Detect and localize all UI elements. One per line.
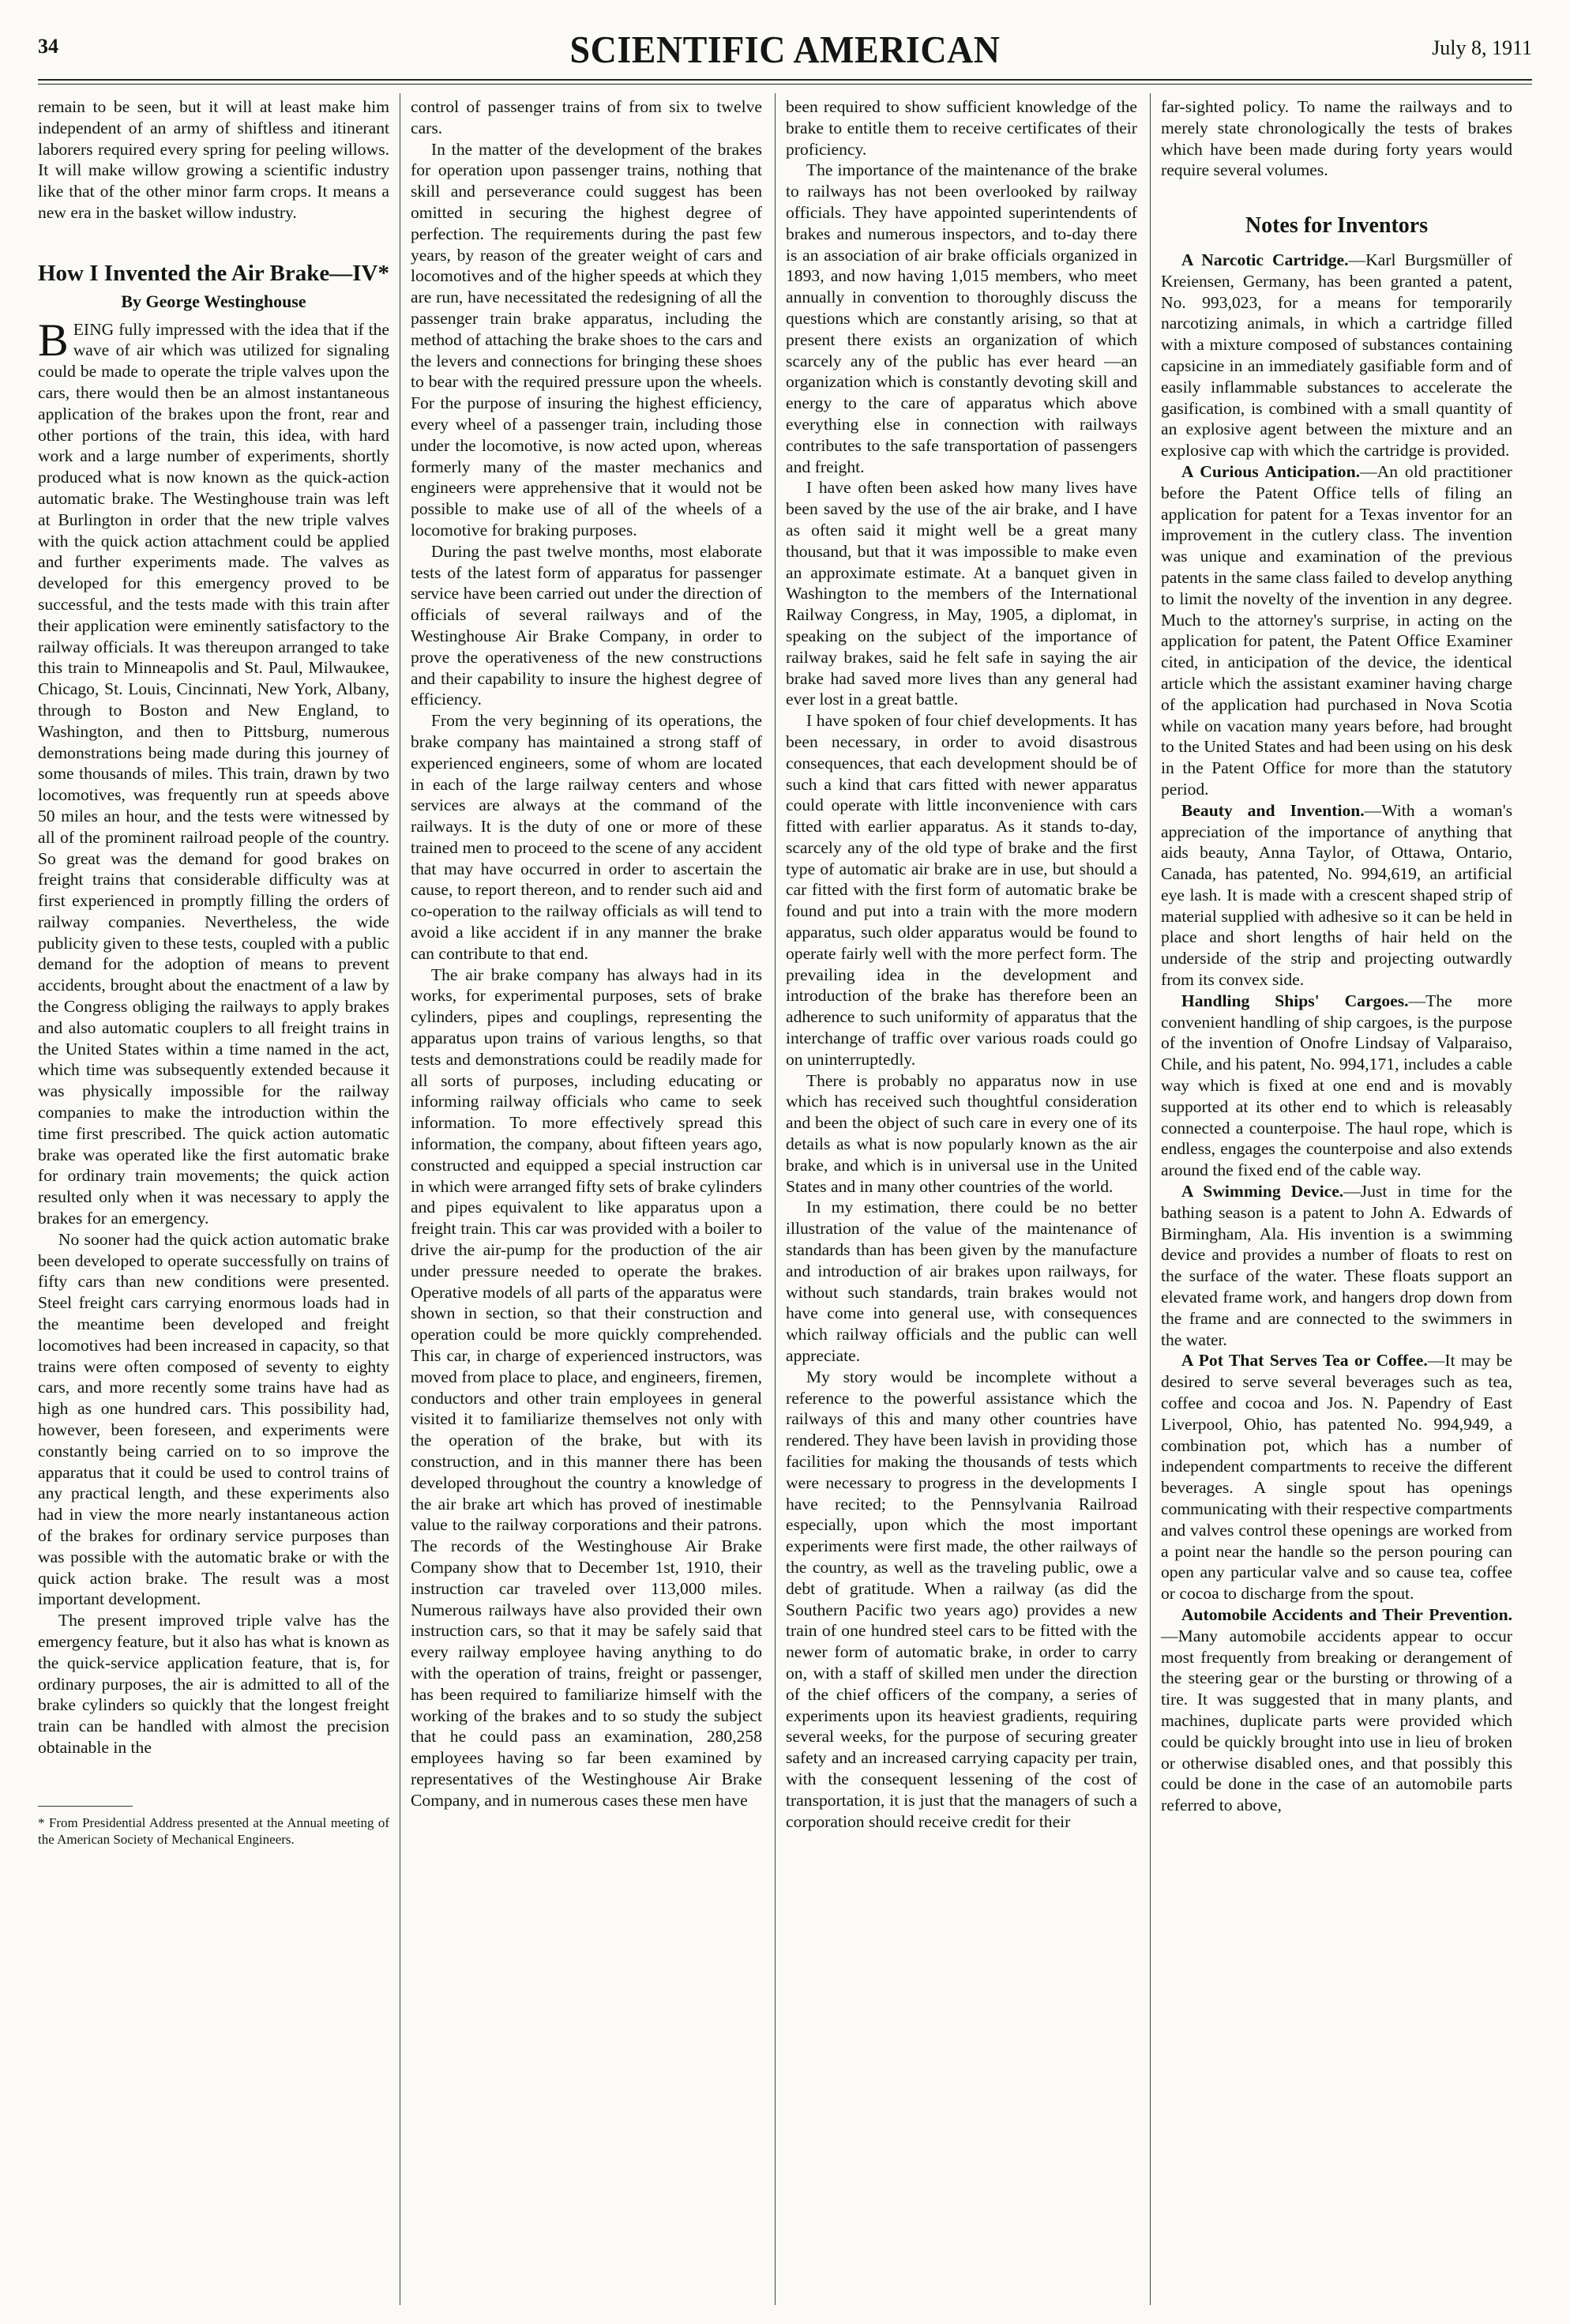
note-item xyxy=(1161,991,1512,1181)
paragraph: The air brake company has always had in its works, for experimental purposes, sets of brake cylinders, pipes and couplings, representing the apparatus upon trains of various lengths, so that tests and demonstrations could be readily made for all sorts of purposes, including educating or informing railway officials who came to seek information. To more effectively spread this information, the company, about fifteen years ago, constructed and equipped a special instruction car in which were arranged fifty sets of brake cylinders and pipes equivalent to like apparatus upon a freight train. This car was provided with a boiler to drive the air-pump for the production of the air under pressure needed to operate the brakes. Operative models of all parts of the apparatus were shown in section, so that their construction and operation could be more quickly comprehended. This car, in charge of experienced instructors, was moved from place to place, and engineers, firemen, conductors and other train employees in general visited it to familiarize themselves not only with the operation of the brake, but with its construction, and in this manner there has been developed throughout the country a knowledge of the air brake art which has proved of inestimable value to the railway corporations and their patrons. The records of the Westinghouse Air Brake Company show that to December 1st, 1910, their instruction car traveled over 113,000 miles. Numerous railways have also provided their own instruction cars, so that it may be safely said that every railway employee having anything to do with the operation of trains, freight or passenger, has been required to familiarize himself with the working of the brakes and to so study the subject that he could pass an examination, 280,258 employees having so far been examined by representatives of the Westinghouse Air Brake Company, and in numerous cases these men have xyxy=(411,965,762,1810)
note-item xyxy=(1161,1350,1512,1604)
note-heading: A Curious Anticipation. xyxy=(1181,461,1360,481)
paragraph: BEING fully impressed with the idea that if the wave of air which was utilized for signaling could be made to operate the triple valves upon the cars, there would then be an almost instantaneous application of the brakes upon the front, rear and other portions of the train, this idea, with hard work and a large number of experiments, shortly produced what is now known as the quick-action automatic brake. The Westinghouse train was left at Burlington in order that the new triple valves with the quick action attachment could be applied and further experiments made. The valves as developed for this emergency proved to be successful, and the tests made with this train after their application were eminently satisfactory to the railway officials. It was thereupon arranged to take this train to Minneapolis and St. Paul, Milwaukee, Chicago, St. Louis, Cincinnati, New York, Albany, through to Boston and New England, to Washington, and then to Pittsburg, numerous demonstrations being made during this journey of some thousands of miles. This train, drawn by two locomotives, was frequently run at speeds above 50 miles an hour, and the tests were witnessed by all of the prominent railroad people of the country. So great was the demand for good brakes on freight trains that considerable difficulty was at first experienced in promptly filling the orders of railway companies. Nevertheless, the wide publicity given to these tests, coupled with a public demand for the adoption of means to prevent accidents, brought about the enactment of a law by the Congress obliging the railways to apply brakes and also automatic couplers to all freight trains in the United States within a time named in the act, which time was subsequently extended because it was physically impossible for the railway companies to make the introduction within the time first prescribed. The quick action automatic brake was operated like the first automatic brake for ordinary train movements; the quick action resulted only when it was necessary to apply the brakes for an emergency. xyxy=(38,314,389,1228)
journal-title: SCIENTIFIC AMERICAN xyxy=(569,28,1001,71)
note-body: —With a woman's appreciation of the importance of anything that aids beauty, Anna Taylor, of Ottawa, Ontario, Canada, has patented, No. 994,619, an artificial eye lash. It is made with a crescent shaped strip of material supplied with adhesive so it can be held in place and short lengths of hair held on the underside of the strip and projecting outwardly from its convex side. xyxy=(1161,800,1512,990)
paragraph: No sooner had the quick action automatic brake been developed to operate successfully on trains of fifty cars than new conditions were presented. Steel freight cars carrying enormous loads had in the meantime been developed and freight locomotives had been increased in capacity, so that trains were often composed of seventy to eighty cars, and more recently some trains have had as high as one hundred cars. This possibility had, however, been foreseen, and experiments were constantly being carried on to so improve the apparatus that it could be used to control trains of any practical length, and these experiments also had in view the more nearly instantaneous action of the brakes for ordinary service purposes than was possible with the automatic brake or with the quick action brake. The result was a most important development. xyxy=(38,1229,389,1609)
column-divider xyxy=(775,93,776,2305)
note-heading: Automobile Accidents and Their Prevention. xyxy=(1181,1604,1512,1624)
section-heading: Notes for Inventors xyxy=(1245,213,1429,239)
note-item xyxy=(1161,461,1512,800)
paragraph: control of passenger trains of from six to twelve cars. xyxy=(411,97,762,137)
note-item xyxy=(1161,1181,1512,1350)
paragraph: far-sighted policy. To name the railways and to merely state chronologically the tests of brakes which have been made during forty years would require several volumes. xyxy=(1161,97,1512,180)
paragraph: During the past twelve months, most elaborate tests of the latest form of apparatus for passenger service have been carried out under the direction of officials of several railways and of the Westinghouse Air Brake Company, in order to prove the operativeness of the new constructions and their capability to insure the highest degree of efficiency. xyxy=(411,541,762,709)
column-divider xyxy=(1150,93,1151,2305)
paragraph: I have often been asked how many lives have been saved by the use of the air brake, and I have as often said it might well be a great many thousand, but that it was impossible to make even an approximate estimate. At a banquet given in Washington to the members of the International Railway Congress, in May, 1905, a diplomat, in speaking on the subject of the importance of railway brakes, said he felt safe in saying the air brake had saved more lives than any general had ever lost in a great battle. xyxy=(786,478,1137,709)
byline: By George Westinghouse xyxy=(121,291,306,311)
issue-date: July 8, 1911 xyxy=(1432,36,1532,59)
paragraph: In my estimation, there could be no better illustration of the value of the maintenance of standards than has been given by the manufacture and introduction of air brakes upon railways, for without such standards, train brakes would not have come into general use, with consequences which railway officials and the public can well appreciate. xyxy=(786,1198,1137,1366)
article-title: How I Invented the Air Brake—IV* xyxy=(38,260,389,286)
paragraph: I have spoken of four chief developments. It has been necessary, in order to avoid disastrous consequences, that each development should be of such a kind that cars fitted with newer apparatus could operate with little inconvenience with cars fitted with earlier apparatus. As it stands to-day, scarcely any of the old type of brake and the first type of automatic air brake are in use, but should a car fitted with the first form of automatic brake be found and put into a train with the more modern apparatus, such older apparatus would be found to operate fairly well with the more perfect form. The prevailing idea in the development and introduction of the brake has therefore been an adherence to such uniformity of apparatus that the interchange of traffic over various roads could go on uninterruptedly. xyxy=(786,711,1137,1069)
note-body: —Many automobile accidents appear to occur most frequently from breaking or derangement of the steering gear or the bursting or throwing of a tire. It was suggested that in many plants, and machines, duplicate parts were provided which could be quickly brought into use in lieu of broken or otherwise disabled ones, and that possibly this could be done in the case of an automobile parts referred to above, xyxy=(1161,1626,1512,1815)
footnote: * From Presidential Address presented at the Annual meeting of the American Society of Mechanical Engineers. xyxy=(38,1814,389,1847)
note-item xyxy=(1161,250,1512,461)
note-body: —It may be desired to serve several beverages such as tea, coffee and cocoa and Jos. N. Papendry of East Liverpool, Ohio, has patented No. 994,949, a combination pot, which has a number of independent compartments to receive the different beverages. A single spout has openings communicating with their respective compartments and valves control these openings are worked from a point near the handle so the person pouring can open any particular valve and so cause tea, coffee or cocoa to discharge from the spout. xyxy=(1161,1351,1513,1604)
note-heading: A Narcotic Cartridge. xyxy=(1181,250,1349,269)
note-body: —Just in time for the bathing season is a patent to John A. Edwards of Birmingham, Ala. His invention is a swimming device and provides a number of floats to rest on the surface of the water. These floats support an elevated frame work, and hangers drop down from the frame and are connected to the swimmers in the water. xyxy=(1161,1182,1512,1349)
drop-cap: B xyxy=(38,314,69,366)
paragraph: My story would be incomplete without a reference to the powerful assistance which the railways of this and many other countries have rendered. They have been lavish in providing those facilities for making the thousands of tests which were necessary to progress in the developments I have recited; to the Pennsylvania Railroad especially, upon which the most important experiments were first made, the other railways of the country, as well as the traveling public, owe a debt of gratitude. When a railway (as did the Southern Pacific two years ago) provides a new train of one hundred steel cars to be fitted with the newer form of automatic brake, in order to carry on, with a staff of skilled men under the direction of the chief officers of the company, a series of experiments upon its heaviest gradients, requiring several weeks, for the purpose of securing greater safety and an increased carrying capacity per train, with the consequent lessening of the cost of transportation, it is just that the managers of such a corporation should receive credit for their xyxy=(786,1367,1137,1831)
masthead xyxy=(38,28,1532,73)
footnote-rule xyxy=(38,1806,133,1807)
paragraph: There is probably no apparatus now in use which has received such thoughtful consideration and been the object of such care in every one of its details as what is now popularly known as the air brake, and which is in universal use in the United States and in many other countries of the world. xyxy=(786,1070,1137,1196)
note-item xyxy=(1161,800,1512,991)
paragraph: The present improved triple valve has the emergency feature, but it also has what is known as the quick-service application feature, that is, for ordinary purposes, the air is admitted to all of the brake cylinders so quickly that the longest freight train can be handled with almost the precision obtainable in the xyxy=(38,1611,389,1757)
column-3 xyxy=(786,96,1137,1832)
note-heading: A Swimming Device. xyxy=(1181,1182,1344,1201)
header-rule xyxy=(38,79,1532,81)
note-item xyxy=(1161,1604,1512,1816)
paragraph: In the matter of the development of the brakes for operation upon passenger trains, nothing that skill and perseverance could suggest has been omitted in securing the highest degree of perfection. The requirements during the past few years, by reason of the greater weight of cars and locomotives and of the higher speeds at which they are run, have necessitated the redesigning of all the passenger train brake apparatus, including the method of attaching the brake shoes to the cars and the levers and connections for bringing these shoes to bear with the required pressure upon the wheels. For the purpose of insuring the highest efficiency, every wheel of a passenger train, including those under the locomotive, is now acted upon, whereas formerly many of the master mechanics and engineers were apprehensive that it would not be possible to make use of all of the wheels of a locomotive for braking purposes. xyxy=(411,139,762,540)
page-number: 34 xyxy=(38,35,58,58)
header-rule-thin xyxy=(38,84,1532,85)
paragraph: remain to be seen, but it will at least make him independent of an army of shiftless and itinerant laborers required every spring for peeling willows. It will make willow growing a scientific industry like that of the other minor farm crops. It means a new era in the basket willow industry. xyxy=(38,97,389,222)
note-heading: A Pot That Serves Tea or Coffee. xyxy=(1181,1351,1428,1371)
column-2 xyxy=(411,96,762,1811)
note-heading: Handling Ships' Cargoes. xyxy=(1181,991,1409,1010)
note-body: —An old practitioner before the Patent Office tells of filing an application for patent for a Texas inventor for an improvement in the cutlery class. The invention was unique and examination of the previous patents in the same class failed to develop anything to limit the novelty of the invention in any degree. Much to the attorney's surprise, in acting on the application for patent, the Patent Office Examiner cited, in anticipation of the device, the identical article which the assistant examiner having charge of the application had purchased in Nova Scotia while on vacation many years before, had brought to the United States and had been using on his desk in the Patent Office for more than the statutory period. xyxy=(1161,461,1512,799)
note-body: —Karl Burgsmüller of Kreiensen, Germany, has been granted a patent, No. 993,023, for a means for temporarily narcotizing animals, in which a cartridge filled with a mixture composed of substances containing capsicine in an immediately gasifiable form and of easily inflammable substances to accelerate the gasification, is combined with a small quantity of an explosive agent between the mixture and an explosive cap with which the cartridge is provided. xyxy=(1161,250,1512,461)
column-1 xyxy=(38,96,389,1848)
note-heading: Beauty and Invention. xyxy=(1181,800,1365,820)
paragraph: From the very beginning of its operations, the brake company has maintained a strong staff of experienced engineers, some of whom are located in each of the large railway centers and whose services are always at the command of the railways. It is the duty of one or more of these trained men to proceed to the scene of any accident that may have occurred in order to ascertain the cause, to report thereon, and to render such aid and co-operation to the railway officials as will tend to avoid a like accident if in any manner the brake can contribute to that end. xyxy=(411,711,762,963)
column-4 xyxy=(1161,96,1512,1816)
paragraph: The importance of the maintenance of the brake to railways has not been overlooked by railway officials. They have appointed superintendents of brakes and numerous inspectors, and to-day there is an association of air brake officials organized in 1893, and now having 1,015 members, who meet annually in convention to thoroughly discuss the questions which are constantly arising, so that at present there exists an organization of which scarcely any of the public has ever heard —an organization which is constantly devoting skill and energy to the care of apparatus which above everything else in connection with railways contributes to the safe transportation of passengers and freight. xyxy=(786,160,1137,476)
note-body: —The more convenient handling of ship cargoes, is the purpose of the invention of Onofre Lindsay of Valparaiso, Chile, and his patent, No. 994,171, includes a cable way which is fixed at one end and is movably supported at its other end to which is releasably connected a counterpoise. The haul rope, which is endless, engages the counterpoise and also extends around the fixed end of the cable way. xyxy=(1161,991,1512,1180)
paragraph: been required to show sufficient knowledge of the brake to entitle them to receive certificates of their proficiency. xyxy=(786,97,1137,159)
